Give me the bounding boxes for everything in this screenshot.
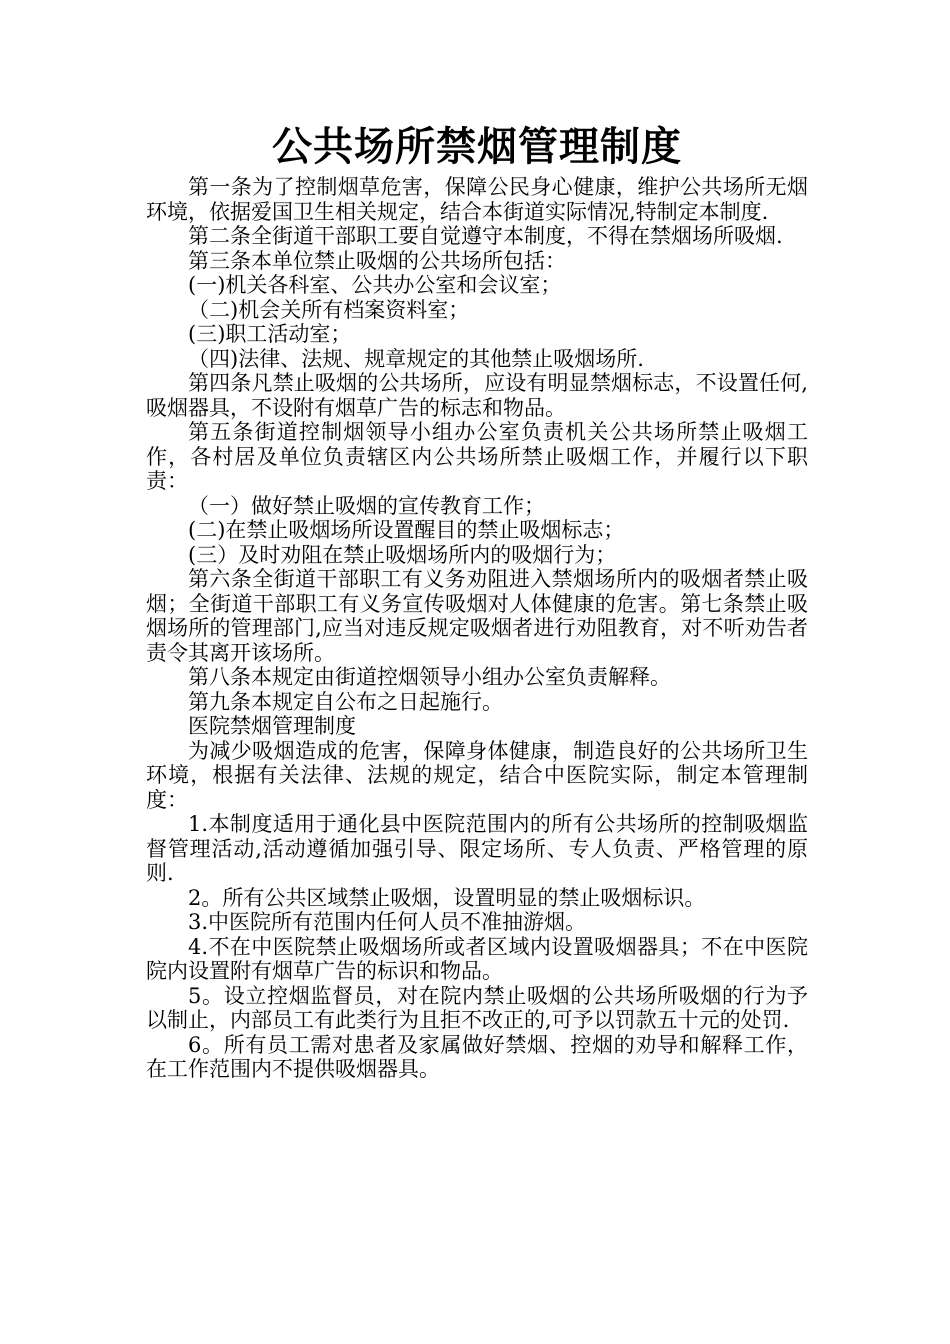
paragraph-article-5: 第五条街道控制烟领导小组办公室负责机关公共场所禁止吸烟工作，各村居及单位负责辖区内公共场所禁止吸烟工作，并履行以下职责： [146, 420, 808, 493]
paragraph-hospital-rule-1: 1.本制度适用于通化县中医院范围内的所有公共场所的控制吸烟监督管理活动,活动遵循加强引导、限定场所、专人负责、严格管理的原则. [146, 812, 808, 885]
list-item: (二)在禁止吸烟场所设置醒目的禁止吸烟标志； [188, 518, 625, 542]
paragraph-hospital-rule-2: 2。所有公共区域禁止吸烟，设置明显的禁止吸烟标识。 [188, 885, 706, 910]
list-item: （四)法律、法规、规章规定的其他禁止吸烟场所. [188, 346, 644, 371]
list-item: (一)机关各科室、公共办公室和会议室； [188, 273, 562, 297]
paragraph-article-2: 第二条全街道干部职工要自觉遵守本制度，不得在禁烟场所吸烟. [188, 224, 783, 248]
document-title: 公共场所禁烟管理制度 [272, 124, 682, 170]
list-item: （二)机会关所有档案资料室； [188, 297, 470, 322]
paragraph-hospital-rule-4: 4.不在中医院禁止吸烟场所或者区域内设置吸烟器具；不在中医院院内设置附有烟草广告的标识和物品。 [146, 934, 808, 983]
paragraph-article-3: 第三条本单位禁止吸烟的公共场所包括： [188, 248, 566, 273]
paragraph-hospital-intro: 为减少吸烟造成的危害，保障身体健康，制造良好的公共场所卫生环境，根据有关法律、法规的规定，结合中医院实际，制定本管理制度： [146, 738, 808, 812]
paragraph-article-8: 第八条本规定由街道控烟领导小组办公室负责解释。 [188, 665, 671, 689]
section-heading-hospital: 医院禁烟管理制度 [188, 714, 356, 738]
paragraph-hospital-rule-6: 6。所有员工需对患者及家属做好禁烟、控烟的劝导和解释工作，在工作范围内不提供吸烟器具。 [146, 1032, 808, 1081]
paragraph-article-1: 第一条为了控制烟草危害，保障公民身心健康，维护公共场所无烟环境，依据爱国卫生相关规定，结合本街道实际情况,特制定本制度. [146, 175, 808, 224]
list-item: (三)职工活动室； [188, 322, 352, 346]
paragraph-hospital-rule-3: 3.中医院所有范围内任何人员不准抽游烟。 [188, 910, 587, 934]
paragraph-article-9: 第九条本规定自公布之日起施行。 [188, 689, 503, 714]
list-item: (三）及时劝阻在禁止吸烟场所内的吸烟行为； [188, 542, 617, 567]
document-page [146, 120, 808, 1082]
list-item: （一）做好禁止吸烟的宣传教育工作； [188, 493, 545, 518]
paragraph-article-4: 第四条凡禁止吸烟的公共场所，应设有明显禁烟标志，不设置任何,吸烟器具，不设附有烟草广告的标志和物品。 [146, 371, 808, 420]
paragraph-article-6: 第六条全街道干部职工有义务劝阻进入禁烟场所内的吸烟者禁止吸烟；全街道干部职工有义务宣传吸烟对人体健康的危害。第七条禁止吸烟场所的管理部门,应当对违反规定吸烟者进行劝阻教育，对不听劝告者责令其离开该场所。 [146, 567, 808, 665]
paragraph-hospital-rule-5: 5。设立控烟监督员，对在院内禁止吸烟的公共场所吸烟的行为予以制止，内部员工有此类行为且拒不改正的,可予以罚款五十元的处罚. [146, 983, 808, 1032]
